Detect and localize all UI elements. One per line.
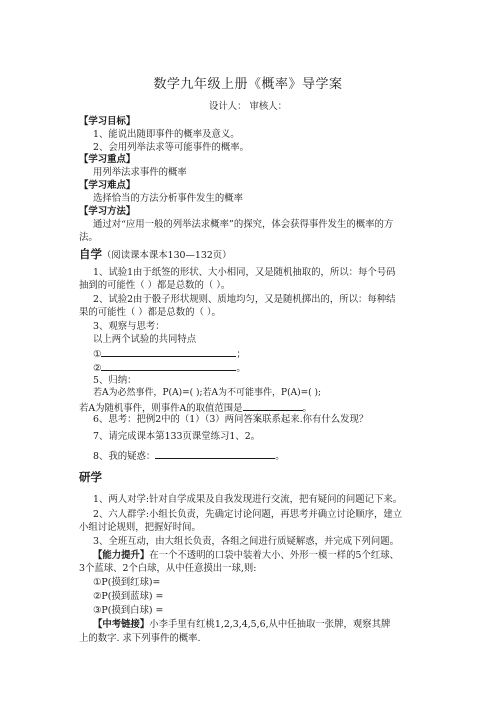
answer-blank[interactable] — [101, 346, 236, 357]
method-text-line1: 通过对“应用一般的列举法求概率”的探究，体会获得事件发生的概率的方 — [93, 219, 394, 230]
r2-line2: 小组讨论规则，把握好时间。 — [79, 522, 201, 533]
exam-line2: 上的数字. 求下列事件的概率. — [79, 633, 201, 644]
boost-line2: 3个蓝球、2个白球，从中任意摸出一球,则: — [79, 563, 257, 574]
method-heading: 【学习方法】 — [79, 206, 136, 217]
q3-prompt: 以上两个试验的共同特点 — [93, 334, 197, 345]
self-study-heading: 自学 — [79, 247, 102, 261]
difficulty-heading: 【学习难点】 — [79, 180, 136, 191]
q5: 5、归纳： — [93, 375, 137, 386]
q3: 3、观察与思考： — [93, 321, 165, 332]
boost-line1: 【能力提升】在一个不透明的口袋中装着大小、外形一模一样的5个红球、 — [93, 550, 399, 561]
q1-line2: 抽到的可能性（ ）都是总数的（ ）。 — [79, 280, 231, 291]
goal-item: 1、能说出随即事件的概率及意义。 — [93, 129, 240, 140]
characteristic-2: ② 。 — [93, 360, 246, 375]
characteristic-1: ① ； — [93, 346, 246, 361]
boost-label: 【能力提升】 — [93, 550, 150, 561]
r3: 3、全班互动，由大组长负责，各组之间进行质疑解惑，并完成下列问题。 — [93, 536, 399, 547]
goal-item: 2、会用列举法求等可能事件的概率。 — [93, 142, 249, 153]
prob-white: ③P(摸到白球) = — [93, 605, 164, 616]
byline: 设计人： 审核人： — [209, 101, 287, 112]
q2-line1: 2、试验2由于骰子形状规则、质地均匀，又是随机掷出的，所以：每种结 — [93, 294, 396, 305]
key-heading: 【学习重点】 — [79, 154, 136, 165]
answer-blank[interactable] — [101, 360, 236, 371]
q6: 6、思考：把例2中的（1）（3）两问答案联系起来.你有什么发现？ — [93, 414, 369, 425]
q8: 8、我的疑惑： 。 — [93, 448, 285, 463]
goals-heading: 【学习目标】 — [79, 116, 136, 127]
exam-line1: 【中考链接】小李手里有红桃1,2,3,4,5,6,从中任抽取一张牌，观察其牌 — [93, 619, 391, 630]
prob-red: ①P(摸到红球)= — [93, 577, 161, 588]
prob-blue: ②P(摸到蓝球) = — [93, 591, 164, 602]
q5-line1: 若A为必然事件，P(A)=( );若A为不可能事件，P(A)=( ); — [93, 388, 322, 398]
self-study-note: （阅读课本课本130—132页） — [102, 250, 232, 261]
key-text: 用列举法求事件的概率 — [93, 167, 187, 178]
method-text-line2: 法。 — [79, 232, 98, 243]
r2-line1: 2、六人群学:小组长负责，先确定讨论问题，再思考并确立讨论顺序，建立 — [93, 509, 403, 520]
answer-blank[interactable] — [243, 400, 303, 411]
difficulty-text: 选择恰当的方法分析事件发生的概率 — [93, 193, 244, 204]
q2-line2: 果的可能性（ ）都是总数的（ ）。 — [79, 307, 221, 318]
self-study-header — [79, 248, 232, 262]
answer-blank[interactable] — [155, 448, 275, 459]
research-heading: 研学 — [79, 470, 102, 484]
q5-line2: 若A为随机事件，则事件A的取值范围是 。 — [79, 400, 312, 415]
exam-label: 【中考链接】 — [93, 619, 150, 630]
document-title: 数学九年级上册《概率》导学案 — [153, 77, 343, 92]
q1-line1: 1、试验1由于纸签的形状、大小相同，又是随机抽取的，所以：每个号码 — [93, 267, 396, 278]
q7: 7、请完成课本第133页课堂练习1、2。 — [93, 431, 261, 442]
r1: 1、两人对学:针对自学成果及自我发现进行交流，把有疑问的问题记下来。 — [93, 494, 403, 505]
